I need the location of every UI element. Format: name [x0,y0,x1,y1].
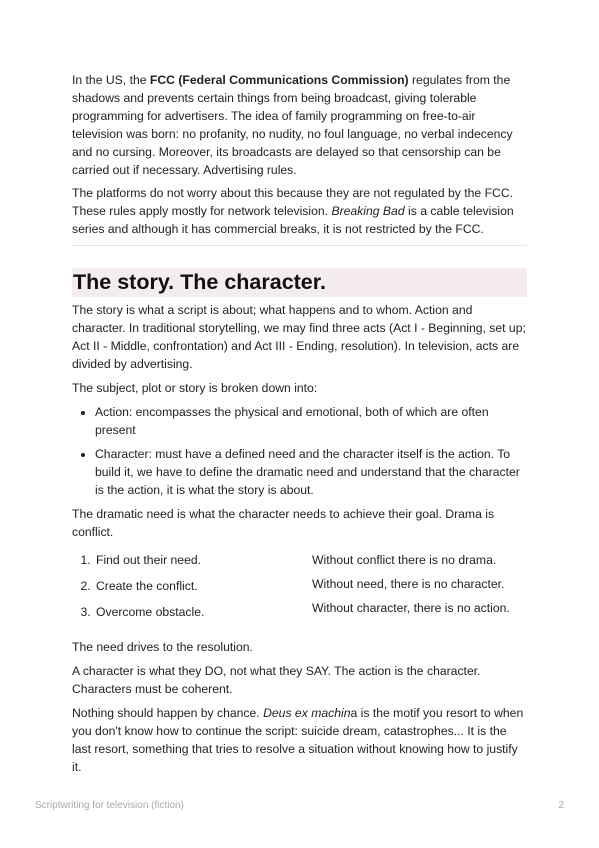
fcc-term: FCC (Federal Communications Commission) [149,73,409,87]
text-run: a is the motif you resort to when you don't know how to continue the script: suicide dream, catastrophes... It is the last resort, something that tries to resolve a situation without knowing how to justify it. [72,706,524,774]
page-footer [35,800,564,811]
section-divider [72,245,527,246]
dramatic-need-paragraph: The dramatic need is what the character needs to achieve their goal. Drama is conflict. [72,507,495,539]
text-run: The platforms do not worry about this because they are not regulated by the FCC. These rules apply mostly for network television. [72,186,514,218]
show-title: Breaking Bad [331,204,405,218]
list-item: • Character: must have a defined need and the character itself is the action. To build it, we have to define the dramatic need and understand that the character is the action, it is what the story is about. [95,445,527,499]
section-heading: The story. The character. [72,268,527,297]
step-item: 1. Find out their need. [94,551,312,569]
text-run: regulates from the shadows and prevents certain things from being broadcast, giving tolerable programming for advertisers. The idea of family programming on free-to-air television was born: no profanity, no nudity, no foul language, no verbal indecency and no cursing. Moreover, its broadcasts are delayed so that censorship can be carried out if necessary. Advertising rules. [72,73,513,177]
character-paragraph: A character is what they DO, not what they SAY. The action is the character. Characters must be coherent. [72,664,481,696]
intro-paragraph-1 [72,71,527,179]
text-run: is a cable television series and although it has commercial breaks, it is not restricted by the FCC. [72,204,514,236]
document-page [72,71,527,776]
story-paragraph: The story is what a script is about; what happens and to whom. Action and character. In traditional storytelling, we may find three acts (Act I - Beginning, set up; Act II - Middle, confrontation) and Act III - Ending, resolution). In television, acts are divided by advertising. [72,303,526,371]
latin-term: Deus ex machin [263,706,351,720]
text-run: Nothing should happen by chance. [72,706,264,720]
page-number: 2 [558,800,564,811]
steps-notes [312,551,527,629]
footer-title: Scriptwriting for television (fiction) [35,800,184,811]
breakdown-intro: The subject, plot or story is broken down into: [72,381,318,395]
note-item: Without character, there is no action. [312,601,510,615]
text-run: In the US, the [72,73,150,87]
resolution-paragraph: The need drives to the resolution. [72,640,253,654]
deus-ex-machina-paragraph [72,704,527,776]
step-item: 3. Overcome obstacle. [94,603,312,621]
steps-table [72,551,527,629]
note-item: Without conflict there is no drama. [312,553,497,567]
list-item: • Action: encompasses the physical and emotional, both of which are often present [95,403,527,439]
note-item: Without need, there is no character. [312,577,505,591]
breakdown-list [72,403,527,499]
steps-list [72,551,312,629]
step-item: 2. Create the conflict. [94,577,312,595]
intro-paragraph-2 [72,184,527,238]
